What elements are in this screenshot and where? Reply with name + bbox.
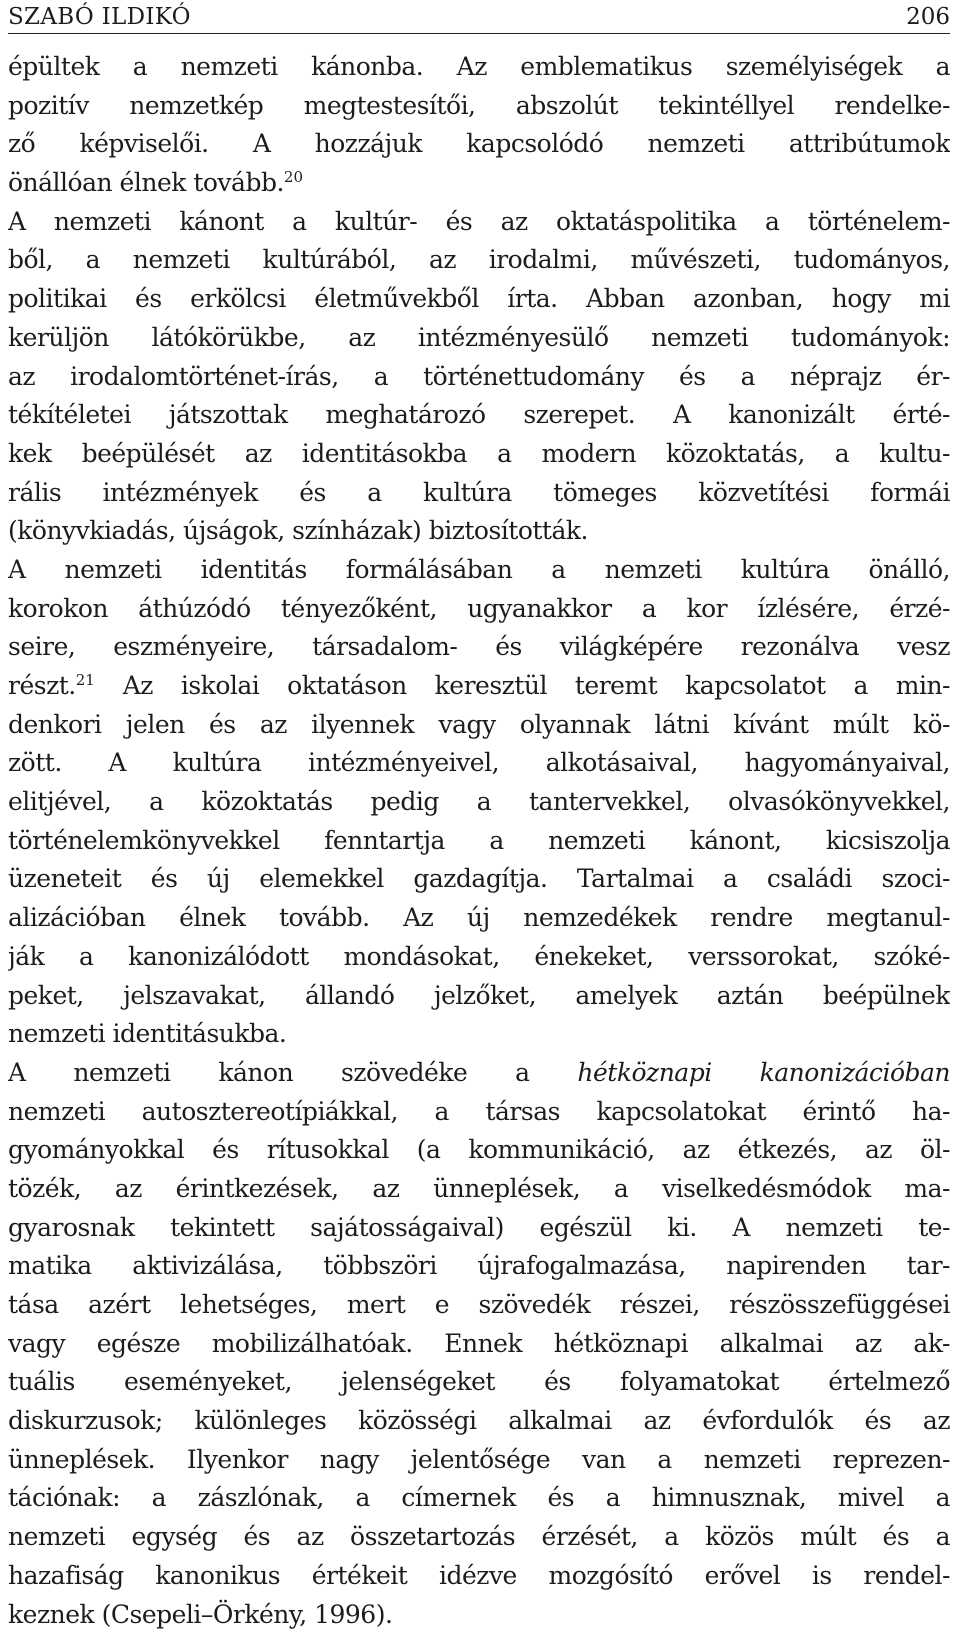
text-line: tása azért lehetséges, mert e szövedék részei, részösszefüggései — [8, 1286, 950, 1325]
text-line: gyarosnak tekintett sajátosságaival) egészül ki. A nemzeti te- — [8, 1209, 950, 1248]
text-line: denkori jelen és az ilyennek vagy olyannak látni kívánt múlt kö- — [8, 706, 950, 745]
text-fragment: A nemzeti kánon szövedéke a — [8, 1058, 577, 1087]
text-line: tékítéletei játszottak meghatározó szerepet. A kanonizált érté- — [8, 396, 950, 435]
text-line: gyományokkal és rítusokkal (a kommunikáció, az étkezés, az öl- — [8, 1131, 950, 1170]
text-fragment: Az iskolai oktatáson keresztül teremt kapcsolatot a min- — [95, 671, 950, 700]
text-line: épültek a nemzeti kánonba. Az emblematikus személyiségek a — [8, 48, 950, 87]
text-line: elitjével, a közoktatás pedig a tantervekkel, olvasókönyvekkel, — [8, 783, 950, 822]
text-line: peket, jelszavakat, állandó jelzőket, amelyek aztán beépülnek — [8, 977, 950, 1016]
paragraph-start-line: A nemzeti identitás formálásában a nemzeti kultúra önálló, — [8, 551, 950, 590]
text-fragment: részt. — [8, 671, 76, 700]
paragraph-start-line: A nemzeti kánont a kultúr- és az oktatáspolitika a történelem- — [8, 203, 950, 242]
text-line: ják a kanonizálódott mondásokat, énekeket, verssorokat, szóké- — [8, 938, 950, 977]
text-line: rális intézmények és a kultúra tömeges közvetítési formái — [8, 474, 950, 513]
text-line: nemzeti egység és az összetartozás érzését, a közös múlt és a — [8, 1518, 950, 1557]
text-line: zött. A kultúra intézményeivel, alkotásaival, hagyományaival, — [8, 744, 950, 783]
text-line: kerüljön látókörükbe, az intézményesülő nemzeti tudományok: — [8, 319, 950, 358]
text-line: korokon áthúzódó tényezőként, ugyanakkor a kor ízlésére, érzé- — [8, 590, 950, 629]
footnote-ref-20: 20 — [284, 168, 303, 186]
text-line: (könyvkiadás, újságok, színházak) biztosították. — [8, 512, 950, 551]
text-line: keznek (Csepeli–Örkény, 1996). — [8, 1596, 950, 1634]
text-line: diskurzusok; különleges közösségi alkalmai az évfordulók és az — [8, 1402, 950, 1441]
text-line: ből, a nemzeti kultúrából, az irodalmi, művészeti, tudományos, — [8, 241, 950, 280]
text-line: tációnak: a zászlónak, a címernek és a himnusznak, mivel a — [8, 1479, 950, 1518]
text-line — [8, 667, 950, 706]
footnote-ref-21: 21 — [76, 671, 95, 689]
text-line: nemzeti identitásukba. — [8, 1015, 950, 1054]
text-line: történelemkönyvekkel fenntartja a nemzeti kánont, kicsiszolja — [8, 822, 950, 861]
text-line: ző képviselői. A hozzájuk kapcsolódó nemzeti attribútumok — [8, 125, 950, 164]
text-line: seire, eszményeire, társadalom- és világképére rezonálva vesz — [8, 628, 950, 667]
text-line: pozitív nemzetkép megtestesítői, abszolút tekintéllyel rendelke- — [8, 87, 950, 126]
body-text — [8, 48, 950, 1634]
text-line: nemzeti autosztereotípiákkal, a társas kapcsolatokat érintő ha- — [8, 1093, 950, 1132]
paragraph-start-line — [8, 1054, 950, 1093]
text-line: az irodalomtörténet-írás, a történettudomány és a néprajz ér- — [8, 358, 950, 397]
text-line: tuális eseményeket, jelenségeket és folyamatokat értelmező — [8, 1363, 950, 1402]
text-line: kek beépülését az identitásokba a modern közoktatás, a kultu- — [8, 435, 950, 474]
text-line: hazafiság kanonikus értékeit idézve mozgósító erővel is rendel- — [8, 1557, 950, 1596]
running-header-author: SZABÓ ILDIKÓ — [8, 3, 191, 31]
text-line: ünneplések. Ilyenkor nagy jelentősége van a nemzeti reprezen- — [8, 1441, 950, 1480]
text-line: vagy egésze mobilizálhatóak. Ennek hétköznapi alkalmai az ak- — [8, 1325, 950, 1364]
text-line — [8, 164, 950, 203]
text-line: matika aktivizálása, többszöri újrafogalmazása, napirenden tar- — [8, 1247, 950, 1286]
running-header — [8, 2, 950, 34]
text-line: üzeneteit és új elemekkel gazdagítja. Tartalmai a családi szoci- — [8, 860, 950, 899]
text-line: tözék, az érintkezések, az ünneplések, a viselkedésmódok ma- — [8, 1170, 950, 1209]
page-number: 206 — [906, 3, 950, 31]
italic-term: hétköznapi kanonizációban — [577, 1058, 950, 1087]
text-line: politikai és erkölcsi életművekből írta. Abban azonban, hogy mi — [8, 280, 950, 319]
text-fragment: önállóan élnek tovább. — [8, 168, 284, 197]
text-line: alizációban élnek tovább. Az új nemzedékek rendre megtanul- — [8, 899, 950, 938]
